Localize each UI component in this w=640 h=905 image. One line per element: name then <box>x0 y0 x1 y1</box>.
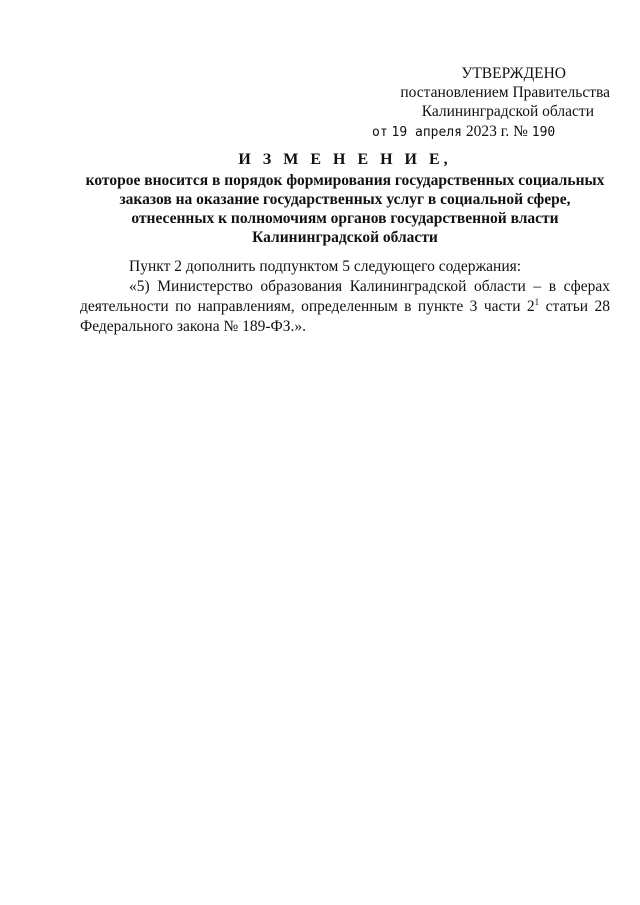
body-paragraph-2-text-end: статьи 28 Федерального закона № 189-ФЗ.». <box>80 298 610 335</box>
approval-line-government: постановлением Правительства <box>400 84 610 101</box>
approval-date-day-month: 19 апреля <box>391 125 462 140</box>
body-paragraph-2-superscript: 1 <box>534 296 540 307</box>
body-paragraph-2 <box>80 277 610 337</box>
title-line-2: заказов на оказание государственных услуг в социальной сфере, <box>119 191 571 208</box>
document-body <box>80 257 610 337</box>
approval-date-year: 2023 г. № <box>465 123 528 140</box>
approval-date-prefix: от <box>372 125 388 140</box>
approval-number: 190 <box>531 125 556 140</box>
title-main: И З М Е Н Е Н И Е, <box>238 151 452 168</box>
document-title <box>80 150 610 247</box>
body-paragraph-1: Пункт 2 дополнить подпунктом 5 следующего содержания: <box>129 258 522 275</box>
body-paragraph-2-text: «5) Министерство образования Калининградской области – в сферах деятельности по направлениям, определенным в пункте 3 части 2 <box>80 278 610 315</box>
approval-line-region: Калининградской области <box>421 103 594 120</box>
approval-heading: УТВЕРЖДЕНО <box>461 65 566 82</box>
approval-stamp <box>360 64 610 142</box>
title-line-4: Калининградской области <box>252 229 438 246</box>
title-line-3: отнесенных к полномочиям органов государственной власти <box>131 210 559 227</box>
title-line-1: которое вносится в порядок формирования государственных социальных <box>85 172 605 189</box>
approval-date-line <box>360 122 610 142</box>
